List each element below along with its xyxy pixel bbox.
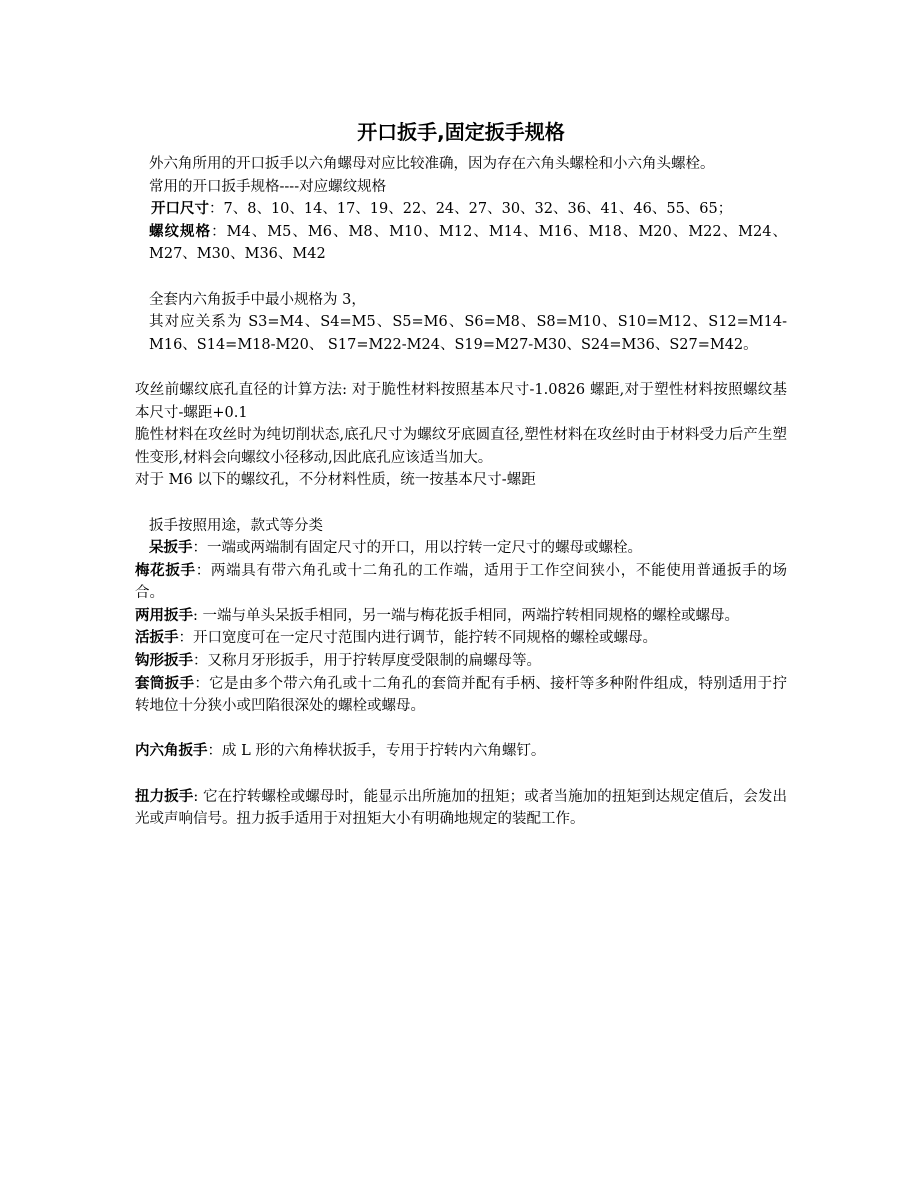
wrench-type-text: ：成 L 形的六角棒状扳手，专用于拧转内六角螺钉。 (207, 743, 546, 760)
wrench-type-item (135, 786, 787, 831)
wrench-type-item (135, 740, 787, 763)
wrench-type-label: 钩形扳手 (135, 653, 193, 670)
document-body (135, 153, 787, 831)
tap-drill-calc-paragraph: 攻丝前螺纹底孔直径的计算方法: 对于脆性材料按照基本尺寸-1.0826 螺距,对于塑性材料按照螺纹基本尺寸-螺距+0.1 (135, 381, 787, 421)
wrench-type-label: 扭力扳手 (135, 788, 194, 805)
opening-size-label: 开口尺寸 (151, 201, 209, 218)
wrench-type-label: 梅花扳手 (135, 562, 196, 579)
common-specs-line: 常用的开口扳手规格----对应螺纹规格 (149, 178, 387, 195)
wrench-type-item (135, 537, 787, 560)
tap-drill-explain-paragraph: 脆性材料在攻丝时为纯切削状态,底孔尺寸为螺纹牙底圆直径,塑性材料在攻丝时由于材料受力后产生塑性变形,材料会向螺纹小径移动,因此底孔应该适当加大。 (135, 427, 787, 466)
thread-spec-line (135, 221, 787, 266)
wrench-type-text: : 一端与单头呆扳手相同，另一端与梅花扳手相同，两端拧转相同规格的螺栓或螺母。 (193, 607, 739, 624)
wrench-type-label: 活扳手 (135, 630, 179, 647)
wrench-type-item (135, 560, 787, 605)
wrench-type-item (135, 673, 787, 718)
thread-spec-label: 螺纹规格 (149, 223, 212, 240)
opening-size-value: ：7、8、10、14、17、19、22、24、27、30、32、36、41、46、55、65； (209, 201, 733, 218)
thread-spec-value: ：M4、M5、M6、M8、M10、M12、M14、M16、M18、M20、M22、M24、M27、M30、M36、M42 (149, 223, 788, 263)
hex-min-line: 全套内六角扳手中最小规格为 3， (149, 291, 366, 308)
wrench-type-item (135, 650, 787, 673)
wrench-type-item (135, 627, 787, 650)
wrench-type-text: ：一端或两端制有固定尺寸的开口，用以拧转一定尺寸的螺母或螺栓。 (192, 540, 642, 557)
wrench-type-label: 呆扳手 (149, 540, 193, 557)
spacer (135, 492, 787, 515)
spacer (135, 356, 787, 379)
wrench-type-text: : 它在拧转螺栓或螺母时，能显示出所施加的扭矩；或者当施加的扭矩到达规定值后，会发出光或声响信号。扭力扳手适用于对扭矩大小有明确地规定的装配工作。 (135, 788, 788, 828)
opening-size-line (135, 198, 787, 221)
classify-intro-line: 扳手按照用途，款式等分类 (149, 517, 323, 534)
wrench-type-text: ：它是由多个带六角孔或十二角孔的套筒并配有手柄、接杆等多种附件组成，特别适用于拧转地位十分狭小或凹陷很深处的螺栓或螺母。 (135, 675, 788, 715)
spacer (135, 266, 787, 289)
spacer (135, 763, 787, 786)
wrench-type-text: ：开口宽度可在一定尺寸范围内进行调节，能拧转不同规格的螺栓或螺母。 (178, 630, 657, 647)
wrench-type-label: 两用扳手 (135, 607, 193, 624)
wrench-type-text: ：两端具有带六角孔或十二角孔的工作端，适用于工作空间狭小，不能使用普通扳手的场合。 (135, 562, 788, 602)
wrench-type-text: ：又称月牙形扳手，用于拧转厚度受限制的扁螺母等。 (193, 653, 541, 670)
document-title: 开口扳手,固定扳手规格 (357, 120, 565, 144)
wrench-type-label: 内六角扳手 (135, 743, 208, 760)
wrench-type-label: 套筒扳手 (135, 675, 195, 692)
wrench-type-item (135, 605, 787, 628)
tap-drill-m6-line: 对于 M6 以下的螺纹孔，不分材料性质，统一按基本尺寸-螺距 (135, 472, 536, 489)
hex-relation-paragraph: 其对应关系为 S3=M4、S4=M5、S5=M6、S6=M8、S8=M10、S10=M12、S12=M14-M16、S14=M18-M20、 S17=M22-M24、S19=M27-M30、S24=M36、S27=M42。 (149, 314, 787, 353)
spacer (135, 718, 787, 741)
intro-paragraph: 外六角所用的开口扳手以六角螺母对应比较准确，因为存在六角头螺栓和小六角头螺栓。 (149, 156, 715, 172)
